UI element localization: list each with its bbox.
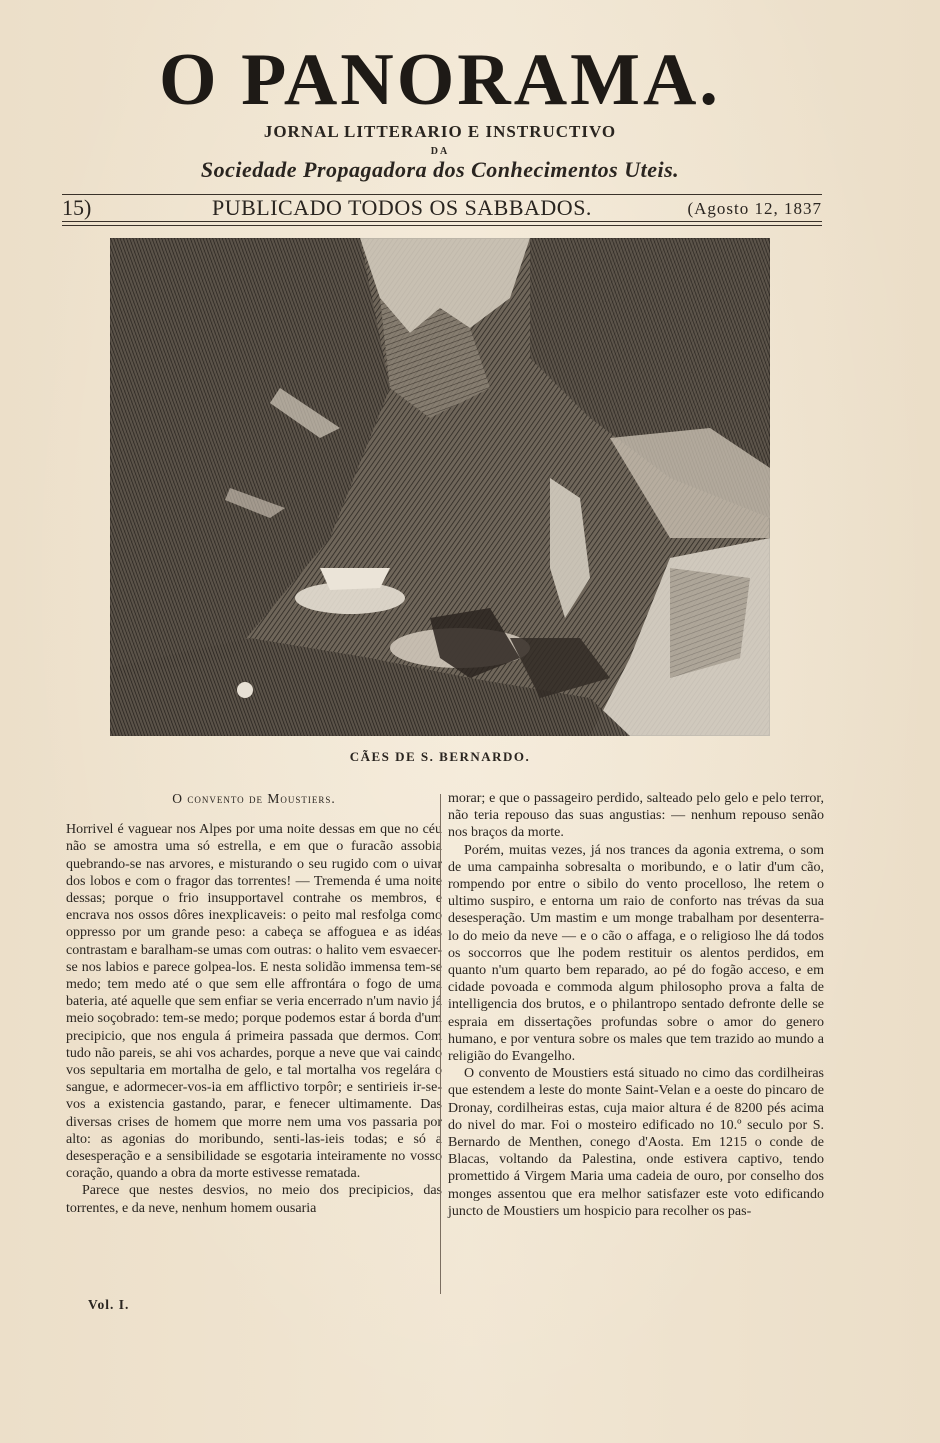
article-column-right xyxy=(448,790,824,1220)
column-divider xyxy=(440,794,441,1294)
masthead-da: DA xyxy=(430,146,450,157)
issue-line xyxy=(62,196,822,220)
article-paragraph: morar; e que o passageiro perdido, salteado pelo gelo e pelo terror, não teria repouso das suas angustias: — nenhum repouso senão nos braços da morte. xyxy=(448,791,824,841)
article-paragraph: Horrivel é vaguear nos Alpes por uma noite dessas em que no céu não se amostra uma só estrella, e em que o furacão assobia quebrando-se nas arvores, e misturando o seu rugido com o uivar dos lobos e com o fragor das torrentes! — Tremenda é uma noite dessas; porque o frio insupportavel contrahe os membros, e encrava nos ossos dôres inexplicaveis: o peito mal resfolga como oppresso por um grande peso: a cabeça se affoguea e as idéas contrastam e baralham-se umas com outras: o halito vem esvaecer-se nos labios e parece golpea-los. E nesta solidão immensa tem-se medo; tem medo até o que sem elle affrontára o fogo de uma bateria, até aquelle que sem enfiar se veria encerrado n'um navio já meio soçobrado: tem-se medo; porque podemos estar á borda d'um precipicio, que nos engula á primeira passada que dermos. Com tudo não pareis, se ahi vos achardes, porque a neve que vai caindo vos sepultaria em mortalha de gelo, e tal mortalha vos regelára o sangue, e adormecer-vos-ia em afflictivo torpôr; e sentirieis ir-se-vos a existencia gastando, parar, e fenecer ultimamente. Das diversas crises de homem que morre nem uma vos passaria por alto: as agonias do moribundo, senti-las-ieis todas; e só a desesperação e a sensibilidade se esgotaria inteiramente no vosso coração, quando a obra da morte estivesse rematada. xyxy=(66,822,442,1182)
article-paragraph: O convento de Moustiers está situado no cimo das cordilheiras que estendem a leste do monte Saint-Velan e a oeste do pincaro de Dronay, cordilheiras estas, cuja maior altura é de 8200 pés acima do nivel do mar. Foi o mosteiro edificado no 10.º seculo por S. Bernardo de Menthen, conego d'Aosta. Em 1215 o conde de Blacas, voltando da Palestina, onde estivera captivo, tendo promettido á Virgem Maria uma cadeia de ouro, por conselho dos monges assentou que era melhor satisfazer este voto edificando juncto de Moustiers um hospicio para recolher os pas- xyxy=(448,1066,824,1219)
volume-label: Vol. I. xyxy=(88,1297,130,1312)
engraving-caption: CÃES DE S. BERNARDO. xyxy=(349,749,531,764)
society-name: Sociedade Propagadora dos Conhecimentos Uteis. xyxy=(200,157,680,182)
issue-number: 15) xyxy=(62,195,92,220)
publication-frequency: PUBLICADO TODOS OS SABBADOS. xyxy=(212,195,592,220)
masthead xyxy=(60,40,820,183)
engraving-alpine-rescue-icon xyxy=(110,238,770,736)
article-heading: O convento de Moustiers. xyxy=(172,791,336,806)
newspaper-subtitle: JORNAL LITTERARIO E INSTRUCTIVO xyxy=(263,122,617,141)
newspaper-title: O PANORAMA. xyxy=(159,39,721,121)
article-paragraph: Porém, muitas vezes, já nos trances da agonia extrema, o som de uma campainha sobresalta o moribundo, e o latir d'um cão, rompendo por entre o sibilo do vento procelloso, lhe retem o ultimo suspiro, e entorna um raio de conforto nas trévas da sua desesperação. Um mastim e um monge trabalham por desenterra-lo do meio da neve — e o cão o affaga, e o religioso lhe dá todos os soccorros que lhe podem restituir os alentos perdidos, em quanto n'um quarto bem reparado, ao pé do fogão acceso, e em cidade povoada e commoda algum philosopho prova a falta de intelligencia dos brutos, e o philantropo sentado defronte delle se espraia em dissertações profundas sobre o amor do genero humano, e por ventura sobre os males que tem trazido ao mundo a religião do Evangelho. xyxy=(448,842,824,1065)
article-column-left xyxy=(66,790,442,1217)
issue-date: (Agosto 12, 1837 xyxy=(687,199,822,218)
article-paragraph: Parece que nestes desvios, no meio dos precipicios, das torrentes, e da neve, nenhum homem ousaria xyxy=(66,1183,442,1216)
masthead-rule-bottom xyxy=(62,221,822,226)
